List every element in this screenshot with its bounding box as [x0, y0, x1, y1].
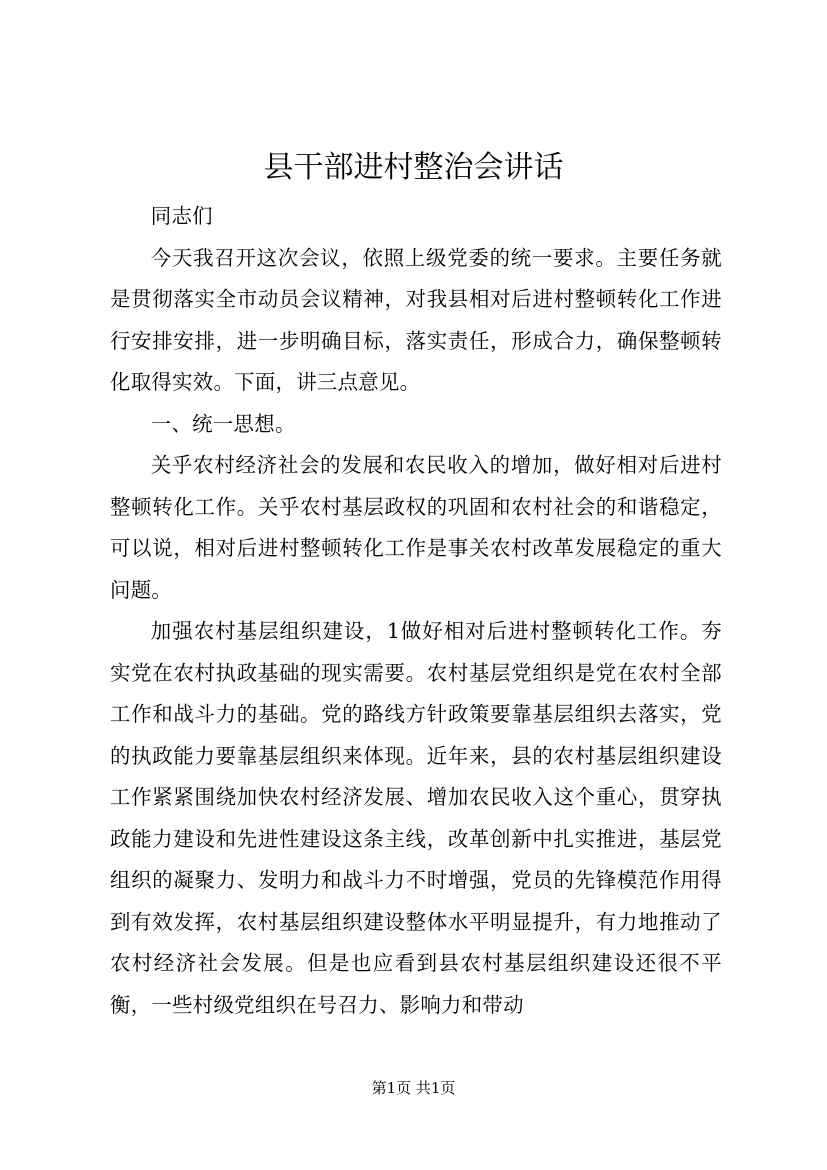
- salutation: 同志们: [150, 204, 213, 228]
- page-footer: 第1页 共1页: [371, 1079, 456, 1097]
- section-heading-1: 一、统一思想。: [150, 411, 296, 436]
- paragraph-intro: 今天我召开这次会议，依照上级党委的统一要求。主要任务就是贯彻落实全市动员会议精神，对我县相对后进村整顿转化工作进行安排安排，进一步明确目标，落实责任，形成合力，确保整顿转化取得实效。下面，讲三点意见。: [110, 245, 722, 394]
- document-title: 县干部进村整治会讲话: [263, 150, 564, 185]
- paragraph-significance: 关乎农村经济社会的发展和农民收入的增加，做好相对后进村整顿转化工作。关乎农村基层政权的巩固和农村社会的和谐稳定，可以说，相对后进村整顿转化工作是事关农村改革发展稳定的重大问题。: [110, 453, 722, 602]
- document-body: [110, 196, 722, 1026]
- paragraph-organization: 加强农村基层组织建设，1做好相对后进村整顿转化工作。夯实党在农村执政基础的现实需要。农村基层党组织是党在农村全部工作和战斗力的基础。党的路线方针政策要靠基层组织去落实，党的执政能力要靠基层组织来体现。近年来，县的农村基层组织建设工作紧紧围绕加快农村经济发展、增加农民收入这个重心，贯穿执政能力建设和先进性建设这条主线，改革创新中扎实推进，基层党组织的凝聚力、发明力和战斗力不时增强，党员的先锋模范作用得到有效发挥，农村基层组织建设整体水平明显提升，有力地推动了农村经济社会发展。但是也应看到县农村基层组织建设还很不平衡，一些村级党组织在号召力、影响力和带动: [110, 619, 722, 1017]
